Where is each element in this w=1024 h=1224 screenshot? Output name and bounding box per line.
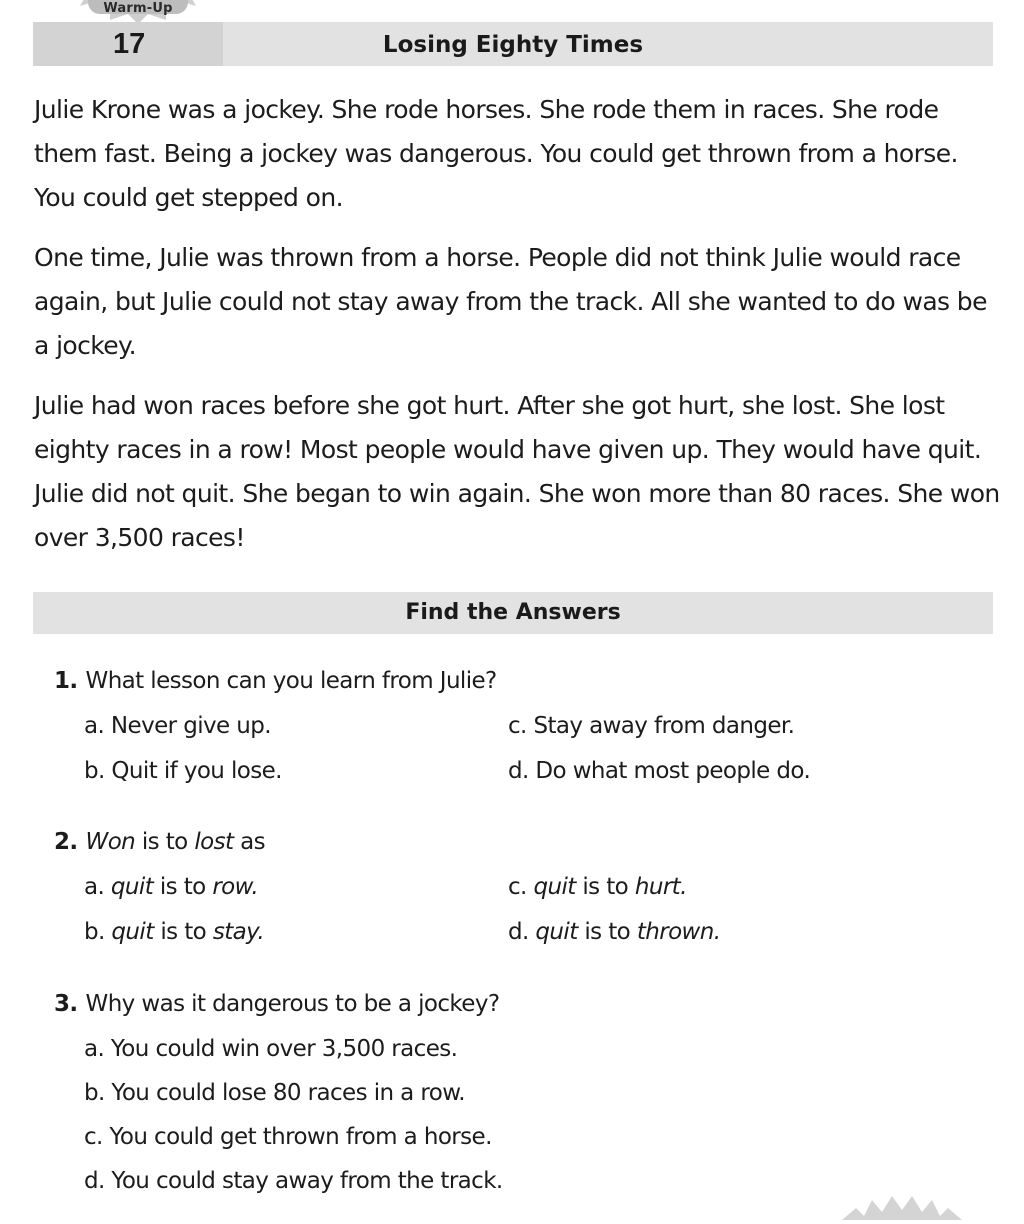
question-number: 1. <box>54 668 78 694</box>
question-1 <box>54 666 954 696</box>
option-word-1: quit <box>111 919 154 945</box>
option-word-1: quit <box>110 874 154 900</box>
analogy-end: as <box>233 829 266 855</box>
option-word-1: quit <box>535 919 578 945</box>
question-3 <box>54 989 954 1019</box>
q3-option-c[interactable]: c. You could get thrown from a horse. <box>84 1124 492 1150</box>
q3-option-b[interactable]: b. You could lose 80 races in a row. <box>84 1080 466 1106</box>
option-letter: d. <box>508 919 536 945</box>
section-title: Find the Answers <box>405 600 621 625</box>
story-paragraph-2: One time, Julie was thrown from a horse. People did not think Julie would race again, but Julie could not stay away from the track. All she wanted to do was be a jockey. <box>34 243 987 360</box>
analogy-word-1: Won <box>85 829 136 855</box>
option-connector: is to <box>153 919 213 945</box>
question-number: 2. <box>54 829 78 855</box>
story-passage <box>34 88 1004 576</box>
q1-option-c[interactable]: c. Stay away from danger. <box>508 713 795 739</box>
story-paragraph-1: Julie Krone was a jockey. She rode horses. She rode them in races. She rode them fast. Being a jockey was dangerous. You could get thrown from a horse. You could get stepped on. <box>34 95 958 212</box>
question-number: 3. <box>54 991 78 1017</box>
q3-option-a[interactable]: a. You could win over 3,500 races. <box>84 1036 458 1062</box>
q2-option-a[interactable] <box>84 872 258 902</box>
option-letter: c. <box>508 874 534 900</box>
q2-option-d[interactable] <box>508 917 720 947</box>
question-text: What lesson can you learn from Julie? <box>85 668 497 694</box>
starburst-icon <box>842 1190 962 1220</box>
option-word-2: row. <box>212 874 259 900</box>
warm-up-label: Warm-Up <box>103 1 173 16</box>
option-word-2: stay. <box>212 919 265 945</box>
option-letter: b. <box>84 919 112 945</box>
question-text: Why was it dangerous to be a jockey? <box>85 991 500 1017</box>
q1-option-d[interactable]: d. Do what most people do. <box>508 758 811 784</box>
q1-option-a[interactable]: a. Never give up. <box>84 713 271 739</box>
option-letter: a. <box>84 874 111 900</box>
page-title: Losing Eighty Times <box>382 32 644 58</box>
q2-option-b[interactable] <box>84 917 264 947</box>
question-2 <box>54 827 954 857</box>
option-connector: is to <box>575 874 635 900</box>
q3-option-d[interactable]: d. You could stay away from the track. <box>84 1168 503 1194</box>
option-connector: is to <box>577 919 637 945</box>
q1-option-b[interactable]: b. Quit if you lose. <box>84 758 282 784</box>
warm-up-number: 17 <box>113 28 146 60</box>
story-paragraph-3: Julie had won races before she got hurt. After she got hurt, she lost. She lost eighty races in a row! Most people would have given up. They would have quit. Julie did not quit. She began to win again. She won more than 80 races. She won over 3,500 races! <box>34 391 1000 552</box>
analogy-connector: is to <box>135 829 195 855</box>
option-connector: is to <box>153 874 213 900</box>
option-word-1: quit <box>533 874 576 900</box>
q2-option-c[interactable] <box>508 872 687 902</box>
corner-burst-decoration <box>842 1190 962 1220</box>
analogy-word-2: lost <box>194 829 234 855</box>
option-word-2: thrown. <box>636 919 721 945</box>
option-word-2: hurt. <box>634 874 687 900</box>
